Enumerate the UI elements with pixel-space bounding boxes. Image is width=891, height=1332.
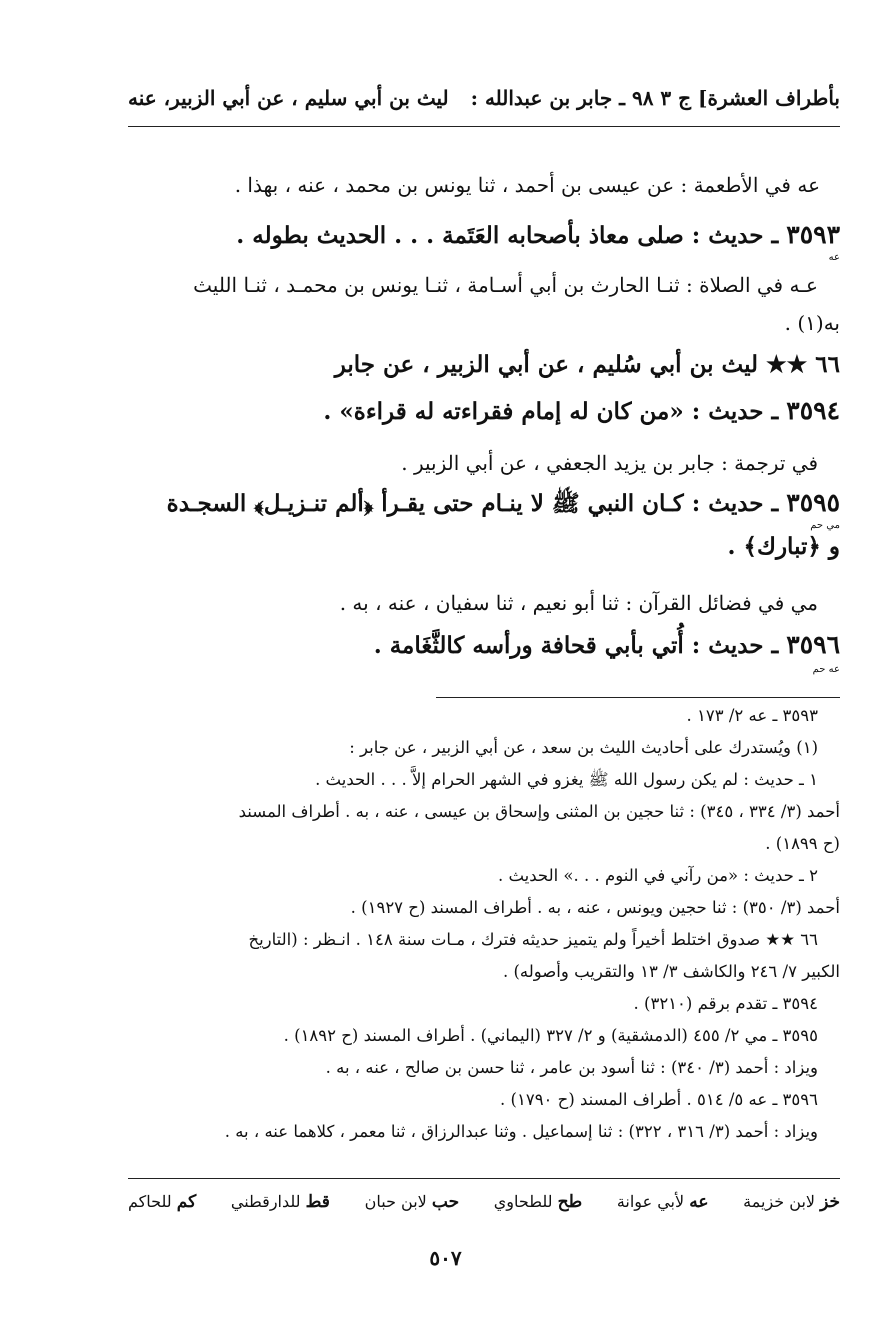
text-line: به(١) . [784,311,840,335]
hadith-text: ـ حديث : كـان النبي ﷺ لا ينـام حتى يقـرأ ﴿ألم تنـزيـل﴾ السجـدة [166,490,779,517]
footnote-line: (ح ١٨٩٩) . [765,834,840,853]
source-siglum: مي حم [810,520,840,531]
footnote-line: أحمد (٣/ ٣٥٠) : ثنا حجين ويونس ، عنه ، به . أطراف المسند (ح ١٩٢٧) . [350,898,840,917]
source-siglum: عه حم [812,664,840,675]
header-rule [128,126,840,127]
abbr-item: حب لابن حبان [364,1192,460,1212]
hadith-text: ـ حديث : أُتي بأبي قحافة ورأسه كالثَّغَامة . [373,632,779,659]
abbr-item: كم للحاكم [128,1192,197,1212]
text-line: و ﴿تبارك﴾ . [727,533,840,560]
footnote-line: ٣٥٩٦ ـ عه ٥/ ٥١٤ . أطراف المسند (ح ١٧٩٠) . [500,1090,818,1109]
footnote-line: (١) ويُستدرك على أحاديث الليث بن سعد ، عن أبي الزبير ، عن جابر : [349,738,818,757]
footnote-line: ويزاد : أحمد (٣/ ٣١٦ ، ٣٢٢) : ثنا إسماعيل . وثنا عبدالرزاق ، ثنا معمر ، كلاهما عنه ، به . [224,1122,818,1141]
hadith-number: ٣٥٩٤ [786,396,840,425]
header-chapter-title: ليث بن أبي سليم ، عن أبي الزبير، عنه [128,86,449,110]
text-line: في ترجمة : جابر بن يزيد الجعفي ، عن أبي الزبير . [401,451,818,475]
text-line: مي في فضائل القرآن : ثنا أبو نعيم ، ثنا سفيان ، عنه ، به . [339,591,818,615]
footnote-line: ٣٥٩٥ ـ مي ٢/ ٤٥٥ (الدمشقية) و ٢/ ٣٢٧ (اليماني) . أطراف المسند (ح ١٨٩٢) . [283,1026,818,1045]
abbr-item: قط للدارقطني [230,1192,330,1212]
abbr-item: خز لابن خزيمة [743,1192,840,1212]
abbreviation-rule [128,1178,840,1179]
footnote-line: ٢ ـ حديث : «من رآني في النوم . . .» الحديث . [497,866,818,885]
footnote-line: الكبير ٧/ ٢٤٦ والكاشف ٣/ ١٣ والتقريب وأصوله) . [502,962,840,981]
footnote-line: ٦٦ ★★ صدوق اختلط أخيراً ولم يتميز حديثه فترك ، مـات سنة ١٤٨ . انـظر : (التاريخ [248,930,818,949]
hadith-3594 [323,396,840,427]
hadith-3596 [374,630,840,661]
abbr-item: عه لأبي عوانة [616,1192,709,1212]
hadith-3593 [236,220,840,251]
abbr-item: طح للطحاوي [493,1192,583,1212]
text-line: عه في الأطعمة : عن عيسى بن أحمد ، ثنا يونس بن محمد ، عنه ، بهذا . [234,173,820,197]
hadith-number: ٣٥٩٥ [786,488,840,517]
footnote-rule [436,697,840,698]
source-siglum: عه [828,252,840,263]
header-book-title: بأطراف العشرة] ج ٣ ٩٨ ـ جابر بن عبدالله : [470,86,840,110]
hadith-3595 [167,488,840,519]
page-number: ٥٠٧ [429,1246,462,1270]
footnote-line: ٣٥٩٤ ـ تقدم برقم (٣٢١٠) . [633,994,818,1013]
text-line: عـه في الصلاة : ثنـا الحارث بن أبي أسـامة ، ثنـا يونس بن محمـد ، ثنـا الليث [193,273,818,297]
hadith-text: ـ حديث : «من كان له إمام فقراءته له قراءة» . [323,398,779,425]
footnote-line: ويزاد : أحمد (٣/ ٣٤٠) : ثنا أسود بن عامر ، ثنا حسن بن صالح ، عنه ، به . [325,1058,818,1077]
running-header [128,80,840,116]
hadith-number: ٣٥٩٦ [786,630,840,659]
section-heading-66: ٦٦ ★★ ليث بن أبي سُليم ، عن أبي الزبير ، عن جابر [334,351,840,378]
footnote-line: ١ ـ حديث : لم يكن رسول الله ﷺ يغزو في الشهر الحرام إلاَّ . . . الحديث . [315,770,818,789]
abbreviation-key [128,1192,840,1212]
footnote-line: ٣٥٩٣ ـ عه ٢/ ١٧٣ . [686,706,818,725]
footnote-line: أحمد (٣/ ٣٣٤ ، ٣٤٥) : ثنا حجين بن المثنى وإسحاق بن عيسى ، عنه ، به . أطراف المسند [238,802,840,821]
hadith-number: ٣٥٩٣ [786,220,840,249]
hadith-text: ـ حديث : صلى معاذ بأصحابه العَتَمة . . . الحديث بطوله . [236,222,779,249]
